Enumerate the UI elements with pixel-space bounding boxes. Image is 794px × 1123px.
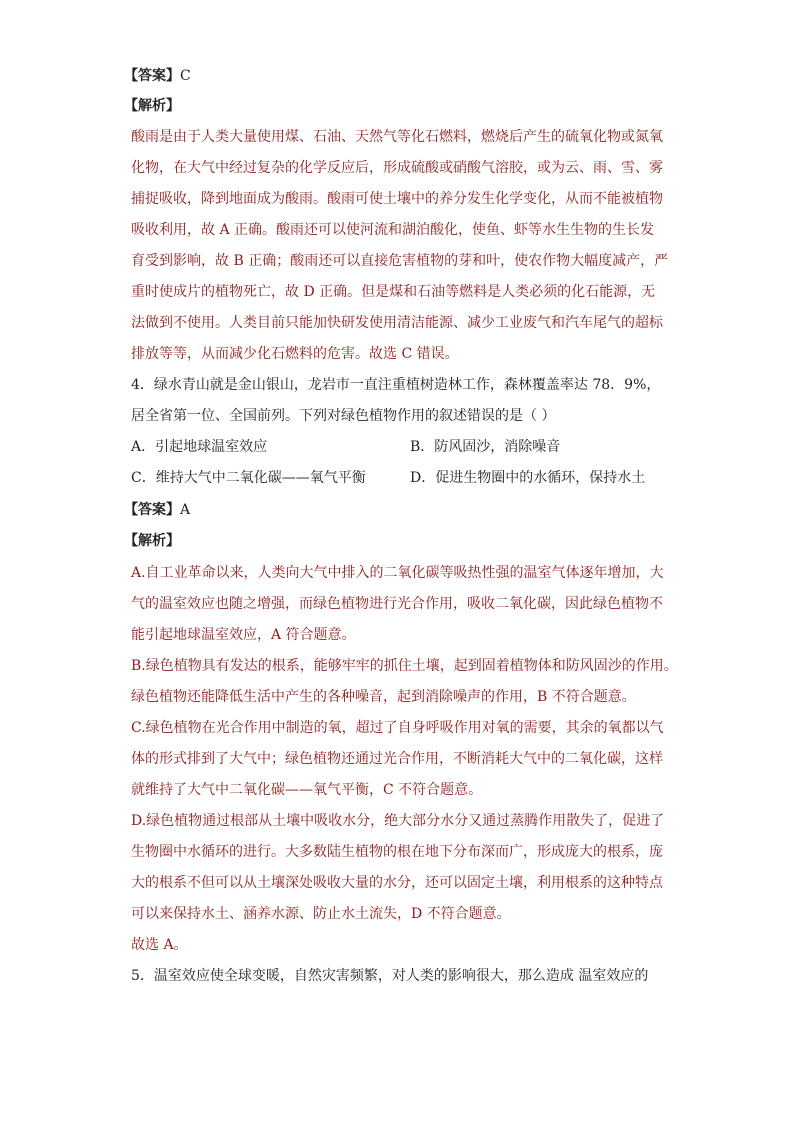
answer-value: C	[180, 68, 191, 84]
question-line: 居全省第一位、全国前列。下列对绿色植物作用的叙述错误的是（ ）	[131, 408, 556, 424]
analysis-line: 吸收利用，故 A 正确。酸雨还可以使河流和湖泊酸化，使鱼、虾等水生生物的生长发	[131, 222, 655, 238]
answer-heading-2	[124, 500, 190, 520]
analysis-line: 可以来保持水土、涵养水源、防止水土流失，D 不符合题意。	[131, 906, 511, 922]
analysis-line: 生物圈中水循环的进行。大多数陆生植物的根在地下分布深而广，形成庞大的根系，庞	[131, 844, 663, 860]
answer-label: 【答案】	[124, 502, 180, 518]
analysis-line: 化物，在大气中经过复杂的化学反应后，形成硫酸或硝酸气溶胶，或为云、雨、雪、雾	[131, 160, 663, 176]
analysis-line: 就维持了大气中二氧化碳——氧气平衡，C 不符合题意。	[131, 782, 483, 798]
analysis-line: 法做到不使用。人类目前只能加快研发使用清洁能源、减少工业废气和汽车尾气的超标	[131, 315, 663, 331]
option-d: D．促进生物圈中的水循环，保持水土	[410, 470, 646, 486]
option-a: A．引起地球温室效应	[131, 439, 268, 455]
answer-value: A	[180, 502, 191, 518]
answer-label: 【答案】	[124, 68, 180, 84]
analysis-line: 绿色植物还能降低生活中产生的各种噪音，起到消除噪声的作用，B 不符合题意。	[131, 689, 636, 705]
analysis-line: 重时使成片的植物死亡，故 D 正确。但是煤和石油等燃料是人类必须的化石能源，无	[131, 284, 656, 300]
analysis-line: 育受到影响，故 B 正确；酸雨还可以直接危害植物的芽和叶，使农作物大幅度减产，严	[131, 253, 669, 269]
analysis-line: 体的形式排到了大气中；绿色植物还通过光合作用，不断消耗大气中的二氧化碳，这样	[131, 751, 663, 767]
question-line: 5．温室效应使全球变暖，自然灾害频繁，对人类的影响很大，那么造成 温室效应的	[131, 968, 649, 984]
analysis-line: B.绿色植物具有发达的根系，能够牢牢的抓住土壤，起到固着植物体和防风固沙的作用。	[131, 658, 678, 674]
analysis-line: 捕捉吸收，降到地面成为酸雨。酸雨可使土壤中的养分发生化学变化，从而不能被植物	[131, 191, 663, 207]
analysis-heading-2: 【解析】	[124, 533, 180, 549]
option-b: B．防风固沙，消除噪音	[410, 439, 561, 455]
analysis-line: D.绿色植物通过根部从土壤中吸收水分，绝大部分水分又通过蒸腾作用散失了，促进了	[131, 813, 665, 829]
analysis-line: 酸雨是由于人类大量使用煤、石油、天然气等化石燃料，燃烧后产生的硫氧化物或氮氧	[131, 129, 663, 145]
answer-heading-1	[124, 66, 191, 86]
analysis-line: A.自工业革命以来，人类向大气中排入的二氧化碳等吸热性强的温室气体逐年增加，大	[131, 565, 664, 581]
analysis-line: 气的温室效应也随之增强，而绿色植物进行光合作用，吸收二氧化碳，因此绿色植物不	[131, 596, 663, 612]
analysis-heading-1: 【解析】	[124, 98, 180, 114]
analysis-line: 大的根系不但可以从土壤深处吸收大量的水分，还可以固定土壤，利用根系的这种特点	[131, 875, 663, 891]
analysis-line: C.绿色植物在光合作用中制造的氧，超过了自身呼吸作用对氧的需要，其余的氧都以气	[131, 720, 664, 736]
question-line: 4．绿水青山就是金山银山，龙岩市一直注重植树造林工作，森林覆盖率达 78．9%，	[131, 377, 661, 393]
analysis-line: 故选 A。	[131, 937, 188, 953]
analysis-line: 能引起地球温室效应，A 符合题意。	[131, 627, 356, 643]
option-c: C．维持大气中二氧化碳——氧气平衡	[131, 470, 366, 486]
analysis-line: 排放等等，从而减少化石燃料的危害。故选 C 错误。	[131, 346, 459, 362]
